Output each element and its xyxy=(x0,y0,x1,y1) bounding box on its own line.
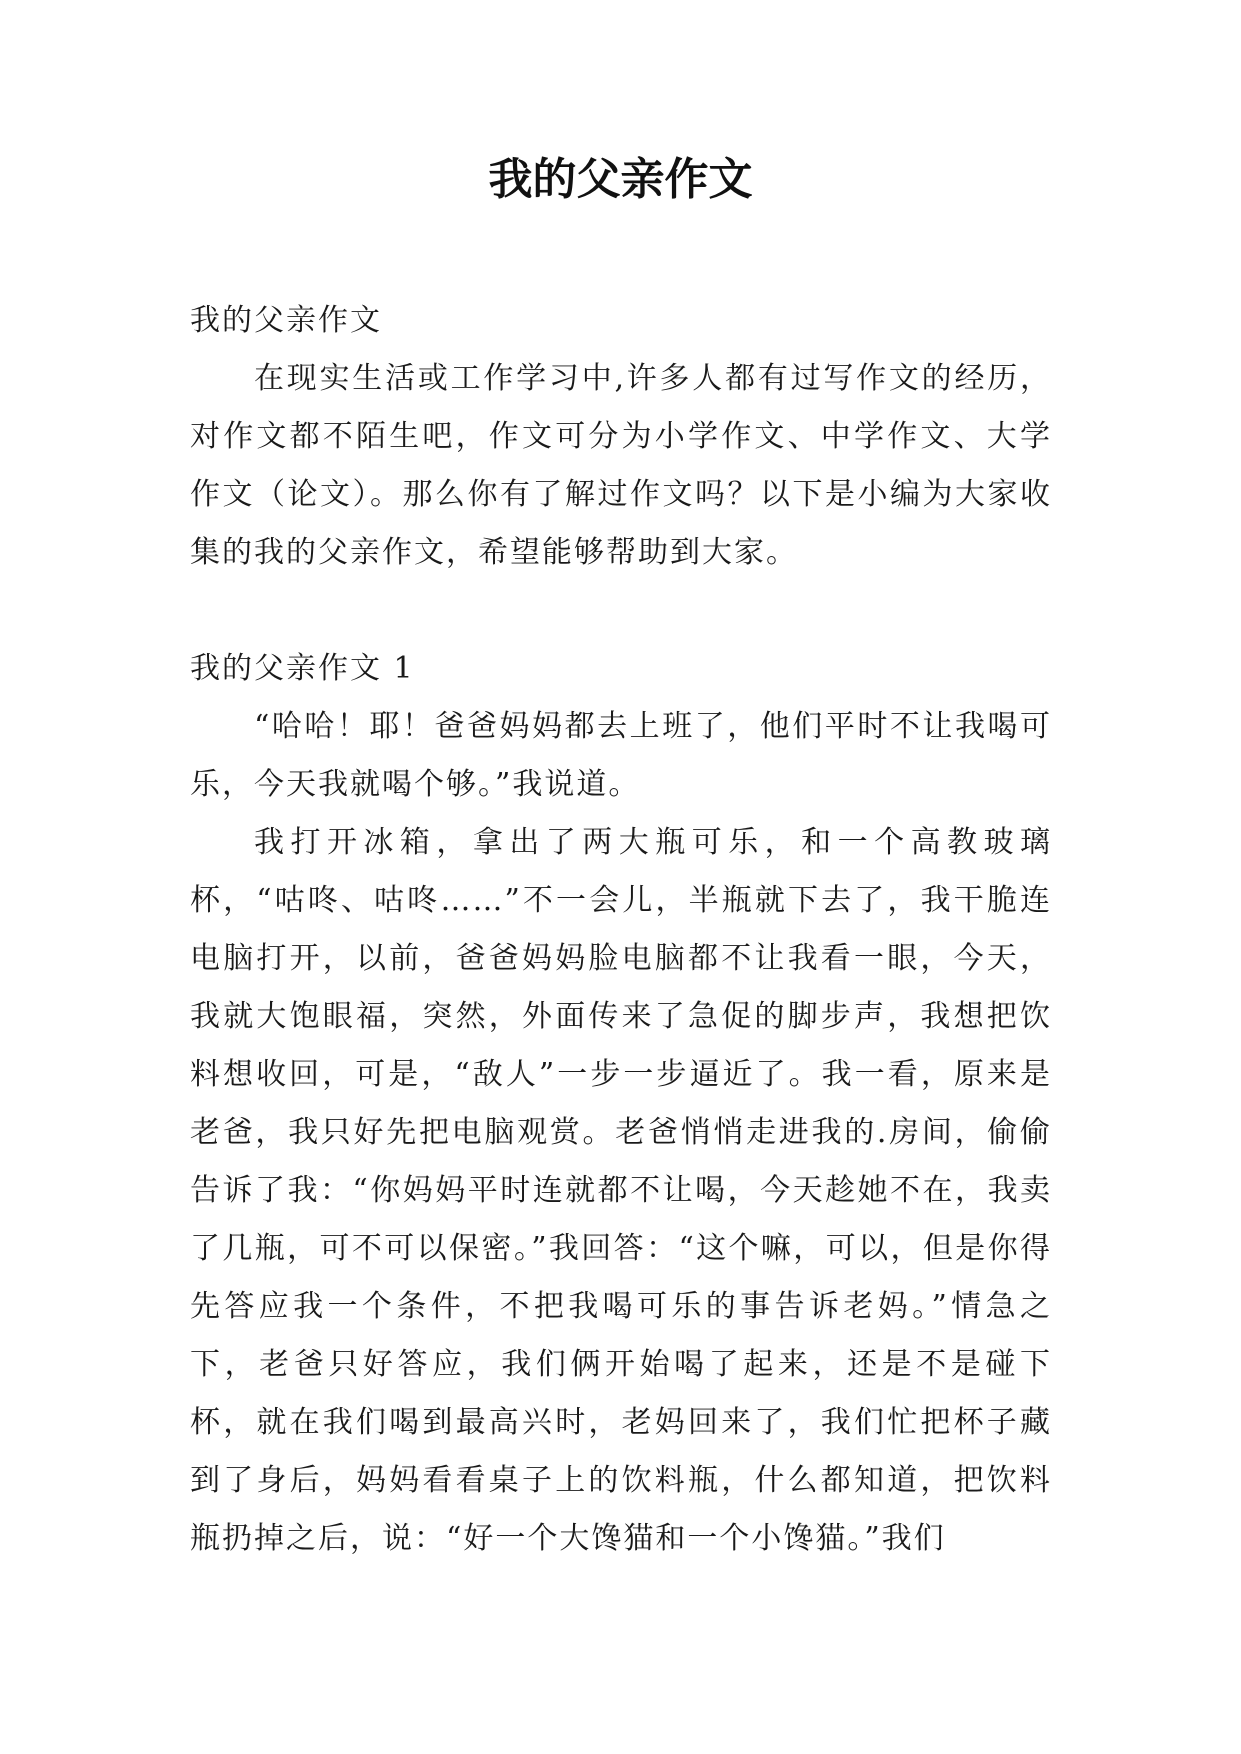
section-spacer xyxy=(190,582,1052,640)
body-paragraph: 我打开冰箱，拿出了两大瓶可乐，和一个高教玻璃杯，“咕咚、咕咚……”不一会儿，半瓶就下去了，我干脆连电脑打开，以前，爸爸妈妈脸电脑都不让我看一眼，今天，我就大饱眼福，突然，外面传来了急促的脚步声，我想把饮料想收回，可是，“敌人”一步一步逼近了。我一看，原来是老爸，我只好先把电脑观赏。老爸悄悄走进我的.房间，偷偷告诉了我：“你妈妈平时连就都不让喝，今天趁她不在，我卖了几瓶，可不可以保密。”我回答：“这个嘛，可以，但是你得先答应我一个条件，不把我喝可乐的事告诉老妈。”情急之下，老爸只好答应，我们俩开始喝了起来，还是不是碰下杯，就在我们喝到最高兴时，老妈回来了，我们忙把杯子藏到了身后，妈妈看看桌子上的饮料瓶，什么都知道，把饮料瓶扔掉之后，说：“好一个大馋猫和一个小馋猫。”我们 xyxy=(190,825,1052,1556)
body-paragraph: “哈哈！耶！爸爸妈妈都去上班了，他们平时不让我喝可乐，今天我就喝个够。”我说道。 xyxy=(190,709,1052,802)
section-heading: 我的父亲作文 1 xyxy=(190,651,415,686)
intro-heading: 我的父亲作文 xyxy=(190,303,382,338)
document-title: 我的父亲作文 xyxy=(488,154,753,205)
intro-paragraph: 在现实生活或工作学习中,许多人都有过写作文的经历，对作文都不陌生吧，作文可分为小学作文、中学作文、大学作文（论文）。那么你有了解过作文吗？以下是小编为大家收集的我的父亲作文，希望能够帮助到大家。 xyxy=(190,361,1052,570)
document-body xyxy=(190,292,1052,1568)
